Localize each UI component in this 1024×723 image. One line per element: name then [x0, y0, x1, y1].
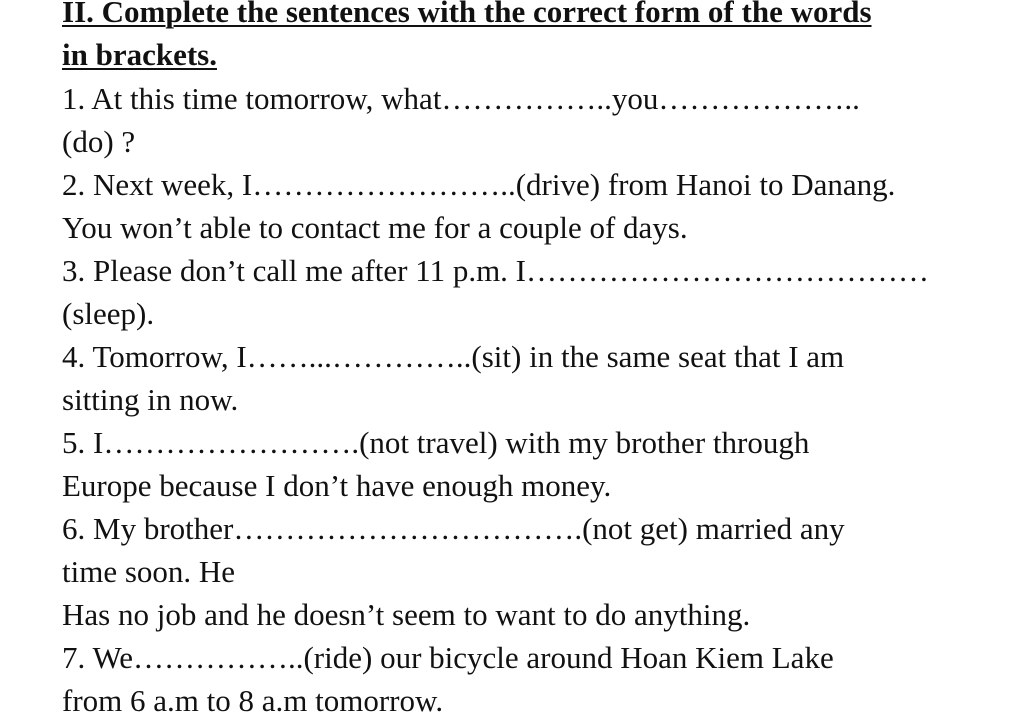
section-heading-line-2: in brackets.	[62, 37, 217, 72]
exercise-line: 6. My brother…………………………….(not get) married any	[62, 511, 845, 546]
exercise-line: sitting in now.	[62, 382, 239, 417]
exercise-line: time soon. He	[62, 554, 236, 589]
exercise-line: 1. At this time tomorrow, what……………..you………………..	[62, 81, 860, 116]
exercise-line: (sleep).	[62, 296, 155, 331]
exercise-line: Europe because I don’t have enough money.	[62, 468, 612, 503]
exercise-line: 2. Next week, I……………………..(drive) from Hanoi to Danang.	[62, 167, 896, 202]
exercise-line: (do) ?	[62, 124, 136, 159]
exercise-line: Has no job and he doesn’t seem to want to do anything.	[62, 597, 751, 632]
exercise-line: You won’t able to contact me for a couple of days.	[62, 210, 688, 245]
exercise-line: 7. We……………..(ride) our bicycle around Hoan Kiem Lake	[62, 640, 834, 675]
exercise-line: 5. I…………………….(not travel) with my brother through	[62, 425, 810, 460]
exercise-line: 3. Please don’t call me after 11 p.m. I…………………………………	[62, 253, 930, 288]
section-heading-line-1: II. Complete the sentences with the correct form of the words	[62, 0, 872, 29]
exercise-line: from 6 a.m to 8 a.m tomorrow.	[62, 683, 444, 718]
exercise-line: 4. Tomorrow, I……...…………..(sit) in the same seat that I am	[62, 339, 845, 374]
